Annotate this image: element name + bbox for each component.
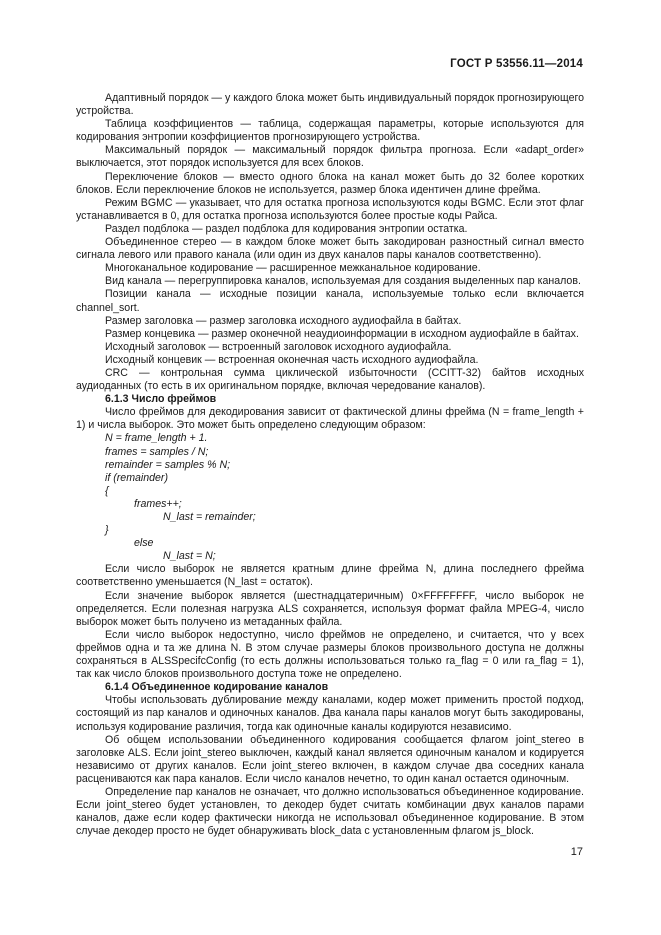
code-line: remainder = samples % N; (105, 458, 231, 471)
code-line: { (105, 484, 109, 497)
code-line: } (105, 524, 109, 537)
paragraph: Исходный концевик — встроенная оконечная часть исходного аудиофайла. (105, 353, 479, 366)
paragraph: Исходный заголовок — встроенный заголовок исходного аудиофайла. (105, 340, 452, 353)
code-block (76, 432, 584, 563)
paragraph: Позиции канала — исходные позиции канала, используемые только если включается channel_sort. (76, 288, 584, 314)
paragraph: Раздел подблока — раздел подблока для кодирования энтропии остатка. (105, 222, 468, 235)
code-line: N_last = N; (163, 550, 216, 563)
section-heading: 6.1.4 Объединенное кодирование каналов (105, 681, 329, 694)
paragraph: Вид канала — перегруппировка каналов, используемая для создания выделенных пар каналов. (105, 275, 581, 288)
paragraph: Многоканальное кодирование — расширенное межканальное кодирование. (105, 262, 481, 275)
paragraph: Определение пар каналов не означает, что должно использоваться объединенное кодирование. Если joint_stereo будет установлен, то декодер будет считать комбинации двух каналов парами каналов, даже если кодер фактически никогда не использовал объединенное кодирование. В этом случае декодер просто не будет обнаруживать block_data с установленным флагом js_block. (76, 785, 584, 838)
paragraph: Адаптивный порядок — у каждого блока может быть индивидуальный порядок прогнозирующего устройства. (76, 92, 584, 118)
section-heading: 6.1.3 Число фреймов (105, 393, 217, 406)
paragraph: Если число выборок недоступно, число фреймов не определено, и считается, что у всех фреймов одна и та же длина N. В этом случае размеры блоков произвольного доступа не должны сохраняться в ALSSpecifcConfig (то есть должны использоваться только ra_flag = 0 или ra_flag = 1), так как число блоков произвольного доступа тоже не определено. (76, 628, 584, 681)
paragraph: Размер концевика — размер оконечной неаудиоинформации в исходном аудиофайле в байтах. (105, 327, 579, 340)
code-line: frames = samples / N; (105, 445, 209, 458)
paragraph: Размер заголовка — размер заголовка исходного аудиофайла в байтах. (105, 314, 462, 327)
code-line: N_last = remainder; (163, 511, 256, 523)
paragraph: Таблица коэффициентов — таблица, содержащая параметры, которые используются для кодирования энтропии коэффициентов прогнозирующего устройства. (76, 118, 584, 144)
code-line: N = frame_length + 1. (105, 432, 208, 445)
paragraph: Режим BGMC — указывает, что для остатка прогноза используются коды BGMC. Если этот флаг устанавливается в 0, для остатка прогноза используются более простые коды Райса. (76, 196, 584, 222)
paragraph: CRC — контрольная сумма циклической избыточности (CCITT-32) байтов исходных аудиоданных (то есть в их оригинальном порядке, включая чередование каналов). (76, 366, 584, 393)
paragraph: Число фреймов для декодирования зависит от фактической длины фрейма (N = frame_length + 1) и числа выборок. Это может быть определено следующим образом: (76, 406, 584, 432)
code-line: frames++; (134, 497, 182, 510)
paragraph: Объединенное стерео — в каждом блоке может быть закодирован разностный сигнал вместо сигнала левого или правого канала (или один из двух каналов пары каналов соответственно). (76, 236, 584, 262)
page-content (76, 92, 584, 838)
paragraph: Максимальный порядок — максимальный порядок фильтра прогноза. Если «adapt_order» выключается, этот порядок используется для всех блоков. (76, 144, 584, 170)
code-line: else (134, 537, 154, 550)
paragraph: Об общем использовании объединенного кодирования сообщается флагом joint_stereo в заголовке ALS. Если joint_stereo выключен, каждый канал является одиночным каналом и кодируется независимо от других каналов. Если joint_stereo включен, в каждом случае два соседних канала расцениваются как пара каналов. Если число каналов нечетно, то один канал остается одиночным. (76, 733, 584, 785)
paragraph: Чтобы использовать дублирование между каналами, кодер может применить простой подход, состоящий из пар каналов и одиночных каналов. Два канала пары каналов могут быть закодированы, используя кодирование различия, тогда как одиночные каналы кодируются независимо. (76, 694, 584, 733)
standard-header: ГОСТ Р 53556.11—2014 (450, 58, 583, 70)
code-line: if (remainder) (105, 471, 168, 484)
paragraph: Если число выборок не является кратным длине фрейма N, длина последнего фрейма соответственно уменьшается (N_last = остаток). (76, 563, 584, 589)
paragraph: Переключение блоков — вместо одного блока на канал может быть до 32 более коротких блоков. Если переключение блоков не используется, размер блока идентичен длине фрейма. (76, 170, 584, 196)
page-number: 17 (570, 846, 583, 858)
paragraph: Если значение выборок является (шестнадцатеричным) 0×FFFFFFFF, число выборок не определяется. Если полезная нагрузка ALS сохраняется, используя формат файла MPEG-4, число выборок может быть получено из метаданных файла. (76, 589, 584, 628)
